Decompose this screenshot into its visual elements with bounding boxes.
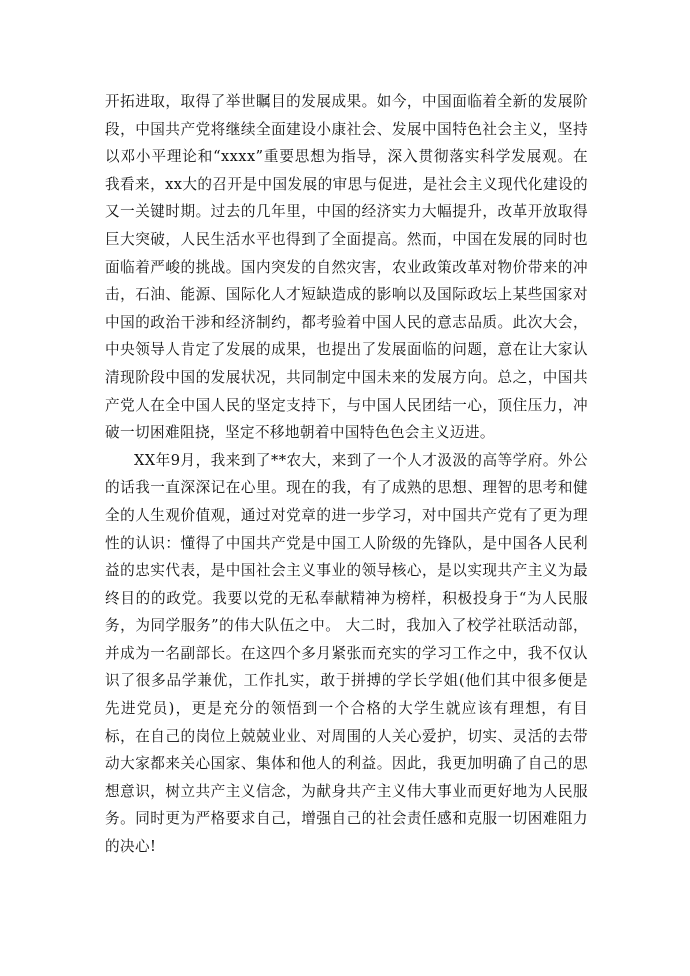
paragraph-1: 开拓进取，取得了举世瞩目的发展成果。如今，中国面临着全新的发展阶段，中国共产党将继续全面建设小康社会、发展中国特色社会主义，坚持以邓小平理论和“xxxx”重要思想为指导，深入贯彻落实科学发展观。在我看来，xx大的召开是中国发展的审思与促进，是社会主义现代化建设的又一关键时期。过去的几年里，中国的经济实力大幅提升，改革开放取得巨大突破，人民生活水平也得到了全面提高。然而，中国在发展的同时也面临着严峻的挑战。国内突发的自然灾害，农业政策改革对物价带来的冲击，石油、能源、国际化人才短缺造成的影响以及国际政坛上某些国家对中国的政治干涉和经济制约，都考验着中国人民的意志品质。此次大会，中央领导人肯定了发展的成果，也提出了发展面临的问题，意在让大家认清现阶段中国的发展状况，共同制定中国未来的发展方向。总之，中国共产党人在全中国人民的坚定支持下，与中国人民团结一心，顶住压力，冲破一切困难阻挠，坚定不移地朝着中国特色色会主义迈进。 [105, 93, 588, 442]
document-body [105, 88, 588, 861]
paragraph-2: XX年9月，我来到了**农大，来到了一个人才汲汲的高等学府。外公的话我一直深深记在心里。现在的我，有了成熟的思想、理智的思考和健全的人生观价值观，通过对党章的进一步学习，对中国共产党有了更为理性的认识：懂得了中国共产党是中国工人阶级的先锋队，是中国各人民利益的忠实代表，是中国社会主义事业的领导核心，是以实现共产主义为最终目的的政党。我要以党的无私奉献精神为榜样，积极投身于“为人民服务，为同学服务”的伟大队伍之中。 大二时，我加入了校学社联活动部，并成为一名副部长。在这四个多月紧张而充实的学习工作之中，我不仅认识了很多品学兼优，工作扎实，敢于拼搏的学长学姐(他们其中很多便是先进党员)，更是充分的领悟到一个合格的大学生就应该有理想，有目标，在自己的岗位上兢兢业业、对周围的人关心爱护，切实、灵活的去带动大家都来关心国家、集体和他人的利益。因此，我更加明确了自己的思想意识，树立共产主义信念，为献身共产主义伟大事业而更好地为人民服务。同时更为严格要求自己，增强自己的社会责任感和克服一切困难阻力的决心! [105, 451, 588, 856]
